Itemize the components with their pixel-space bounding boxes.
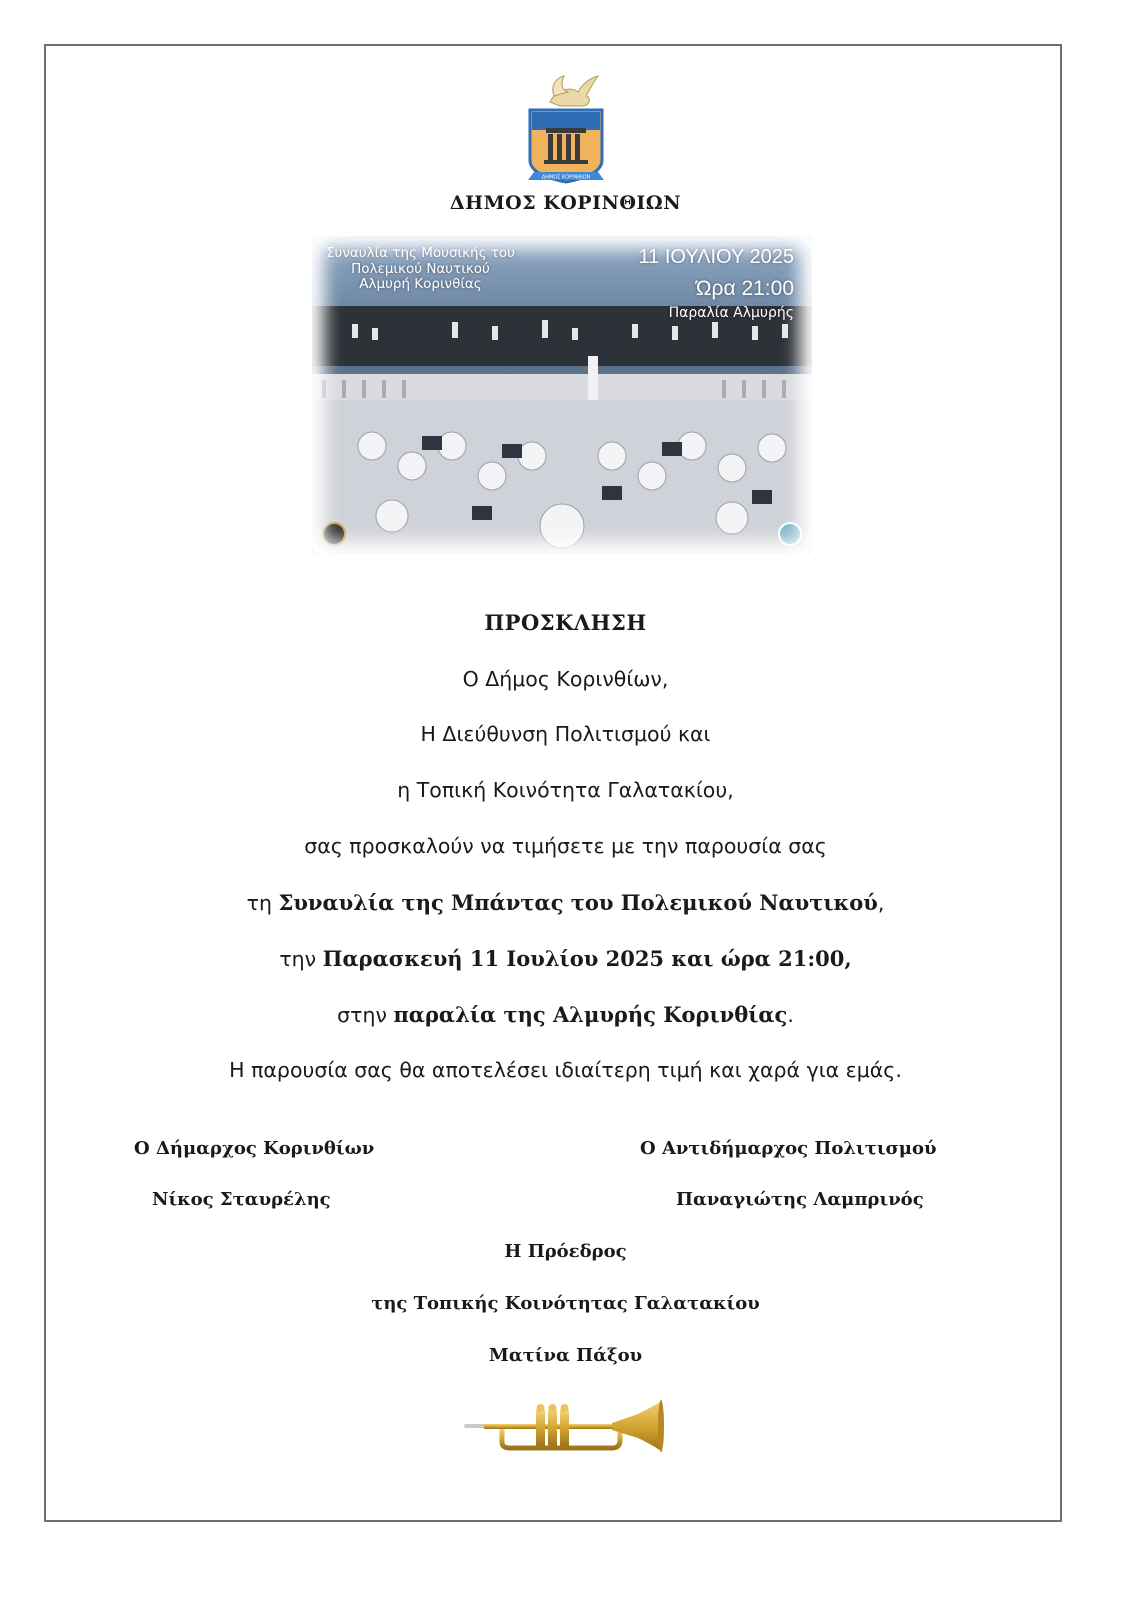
concert-name: Συναυλία της Μπάντας του Πολεμικού Ναυτικού — [278, 890, 878, 915]
poster-title-line3: Αλμυρή Κορινθίας — [359, 276, 482, 293]
president-name: Ματίνα Πάξου — [488, 1345, 643, 1366]
invitation-line-4: σας προσκαλούν να τιμήσετε με την παρουσία σας — [304, 834, 827, 858]
invitation-line-7 — [0, 1002, 1131, 1027]
invitation-heading: ΠΡΟΣΚΛΗΣΗ — [484, 610, 647, 635]
invitation-line-1: Ο Δήμος Κορινθίων, — [462, 667, 669, 691]
president-title: Η Πρόεδρος — [504, 1241, 627, 1262]
municipality-crest-icon — [520, 72, 612, 190]
poster-title — [318, 246, 523, 293]
line-7-suffix: . — [787, 1003, 794, 1027]
poster-title-line2: Πολεμικού Ναυτικού — [351, 260, 490, 277]
trumpet-icon — [462, 1396, 664, 1456]
deputy-mayor-name: Παναγιώτης Λαμπρινός — [676, 1189, 924, 1210]
concert-location: παραλία της Αλμυρής Κορινθίας — [393, 1002, 788, 1027]
mayor-name: Νίκος Σταυρέλης — [152, 1189, 331, 1210]
invitation-line-3: η Τοπική Κοινότητα Γαλατακίου, — [397, 778, 734, 802]
line-5-prefix: τη — [246, 891, 279, 915]
president-community: της Τοπικής Κοινότητας Γαλατακίου — [371, 1293, 760, 1314]
poster-time: Ώρα 21:00 — [695, 277, 794, 300]
concert-datetime: Παρασκευή 11 Ιουλίου 2025 και ώρα 21:00, — [322, 946, 852, 971]
line-5-suffix: , — [877, 891, 885, 915]
invitation-line-6 — [0, 946, 1131, 971]
poster-title-line1: Συναυλία της Μουσικής του — [325, 245, 515, 261]
poster-date: 11 ΙΟΥΛΙΟΥ 2025 — [638, 246, 794, 268]
line-7-prefix: στην — [337, 1003, 394, 1027]
invitation-line-8: Η παρουσία σας θα αποτελέσει ιδιαίτερη τιμή και χαρά για εμάς. — [229, 1058, 902, 1082]
municipality-name: ΔΗΜΟΣ ΚΟΡΙΝΘΙΩΝ — [449, 192, 682, 214]
logo-ribbon-text: ΔΗΜΟΣ ΚΟΡΙΝΘΙΩΝ — [541, 174, 591, 181]
poster-event-info — [624, 246, 794, 321]
mayor-title: Ο Δήμαρχος Κορινθίων — [134, 1138, 375, 1159]
poster-place: Παραλία Αλμυρής — [668, 305, 794, 322]
line-6-prefix: την — [279, 947, 323, 971]
deputy-mayor-title: Ο Αντιδήμαρχος Πολιτισμού — [640, 1138, 937, 1159]
invitation-line-5 — [0, 890, 1131, 915]
invitation-line-2: Η Διεύθυνση Πολιτισμού και — [420, 722, 711, 746]
naval-band-concert-photo — [312, 236, 812, 554]
